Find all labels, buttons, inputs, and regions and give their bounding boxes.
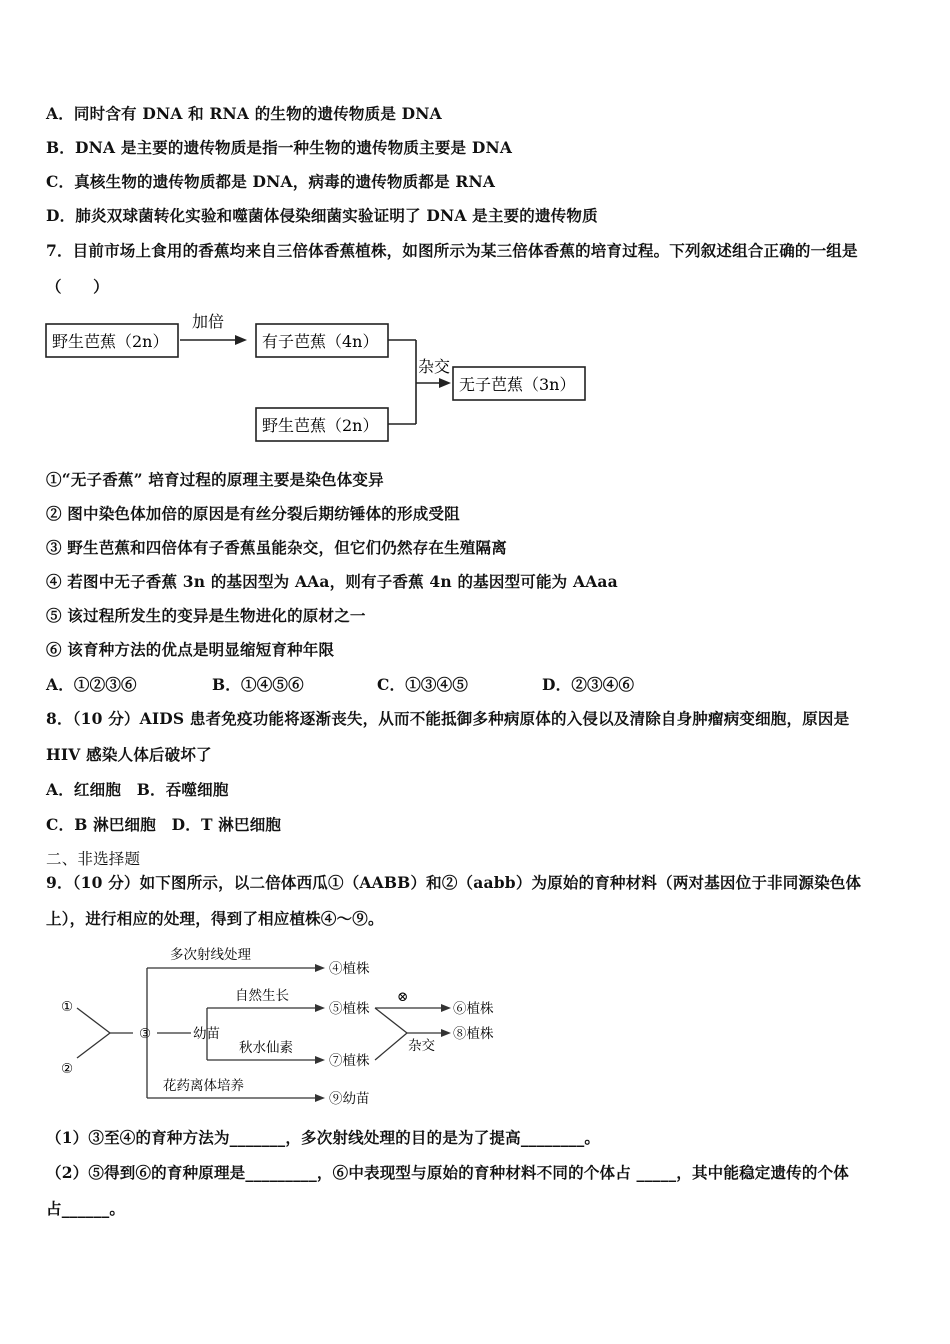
q9-plant-6: ⑥植株 [453,1001,494,1017]
q7-option-b: B．①④⑤⑥ [212,675,304,694]
q7-statement-1: ①“无子香蕉” 培育过程的原理主要是染色体变异 [46,470,384,489]
q7-arrow1-label: 加倍 [192,312,225,331]
q7-statement-2: ② 图中染色体加倍的原因是有丝分裂后期纺锤体的形成受阻 [46,504,460,523]
q9-plant-9: ⑨幼苗 [329,1091,370,1107]
q9-plant-8: ⑧植株 [453,1026,494,1042]
q7-statement-4: ④ 若图中无子香蕉 3n 的基因型为 AAa，则有子香蕉 4n 的基因型可能为 AAaa [46,572,618,591]
q7-box1-label: 野生芭蕉（2n） [52,332,169,351]
q9-stem: 9．（10 分）如下图所示，以二倍体西瓜①（AABB）和②（aabb）为原始的育种材料（两对基因位于非同源染色体 [46,873,862,892]
q7-statement-5: ⑤ 该过程所发生的变异是生物进化的原材之一 [46,606,366,625]
q6-option-b: B．DNA 是主要的遗传物质是指一种生物的遗传物质主要是 DNA [46,138,513,157]
q7-cross-label: 杂交 [418,357,451,376]
q9-plant-4: ④植株 [329,961,370,977]
q9-plant-7: ⑦植株 [329,1053,370,1069]
q9-sub-1: （1）③至④的育种方法为_______，多次射线处理的目的是为了提高________。 [46,1128,601,1147]
q9-diagram [55,938,515,1118]
q9-sub-2: （2）⑤得到⑥的育种原理是_________，⑥中表现型与原始的育种材料不同的个体占 _____，其中能稳定遗传的个体 [46,1163,849,1182]
q7-option-c: C．①③④⑤ [377,675,469,694]
q9-anther-label: 花药离体培养 [163,1078,244,1094]
section-heading: 二、非选择题 [46,850,141,868]
q9-node-2: ② [61,1061,74,1077]
q9-natural-label: 自然生长 [235,988,289,1004]
q7-statement-6: ⑥ 该育种方法的优点是明显缩短育种年限 [46,640,335,659]
q9-seedling: 幼苗 [193,1026,220,1042]
q9-sub-2b: 占______。 [46,1199,126,1218]
q9-colchicine-label: 秋水仙素 [239,1040,293,1056]
q7-paren: （ ） [46,277,109,296]
q7-statement-3: ③ 野生芭蕉和四倍体有子香蕉虽能杂交，但它们仍然存在生殖隔离 [46,538,507,557]
q7-option-a: A．①②③⑥ [46,675,137,694]
q7-box2-label: 有子芭蕉（4n） [262,332,379,351]
q6-option-a: A．同时含有 DNA 和 RNA 的生物的遗传物质是 DNA [46,104,442,123]
q6-option-d: D．肺炎双球菌转化实验和噬菌体侵染细菌实验证明了 DNA 是主要的遗传物质 [46,206,598,225]
q6-option-c: C．真核生物的遗传物质都是 DNA，病毒的遗传物质都是 RNA [46,172,496,191]
q7-box3-label: 野生芭蕉（2n） [262,416,379,435]
q9-selfing-symbol: ⊗ [397,989,409,1005]
q7-stem: 7．目前市场上食用的香蕉均来自三倍体香蕉植株，如图所示为某三倍体香蕉的培育过程。下列叙述组合正确的一组是 [46,241,858,260]
q8-options-row1: A．红细胞 B．吞噬细胞 [46,780,229,799]
q7-diagram [40,305,600,450]
q9-ray-label: 多次射线处理 [170,947,251,963]
q9-plant-5: ⑤植株 [329,1001,370,1017]
q9-node-1: ① [61,999,74,1015]
q9-cross-label: 杂交 [408,1038,435,1054]
q7-box4-label: 无子芭蕉（3n） [459,375,576,394]
q8-stem: 8．（10 分）AIDS 患者免疫功能将逐渐丧失，从而不能抵御多种病原体的入侵以及清除自身肿瘤病变细胞，原因是 [46,709,850,728]
q9-stem-2: 上），进行相应的处理，得到了相应植株④～⑨。 [46,909,384,928]
q7-option-d: D．②③④⑥ [542,675,635,694]
q8-stem-2: HIV 感染人体后破坏了 [46,745,212,764]
q9-node-3: ③ [139,1026,152,1042]
q8-options-row2: C．B 淋巴细胞 D．T 淋巴细胞 [46,815,282,834]
